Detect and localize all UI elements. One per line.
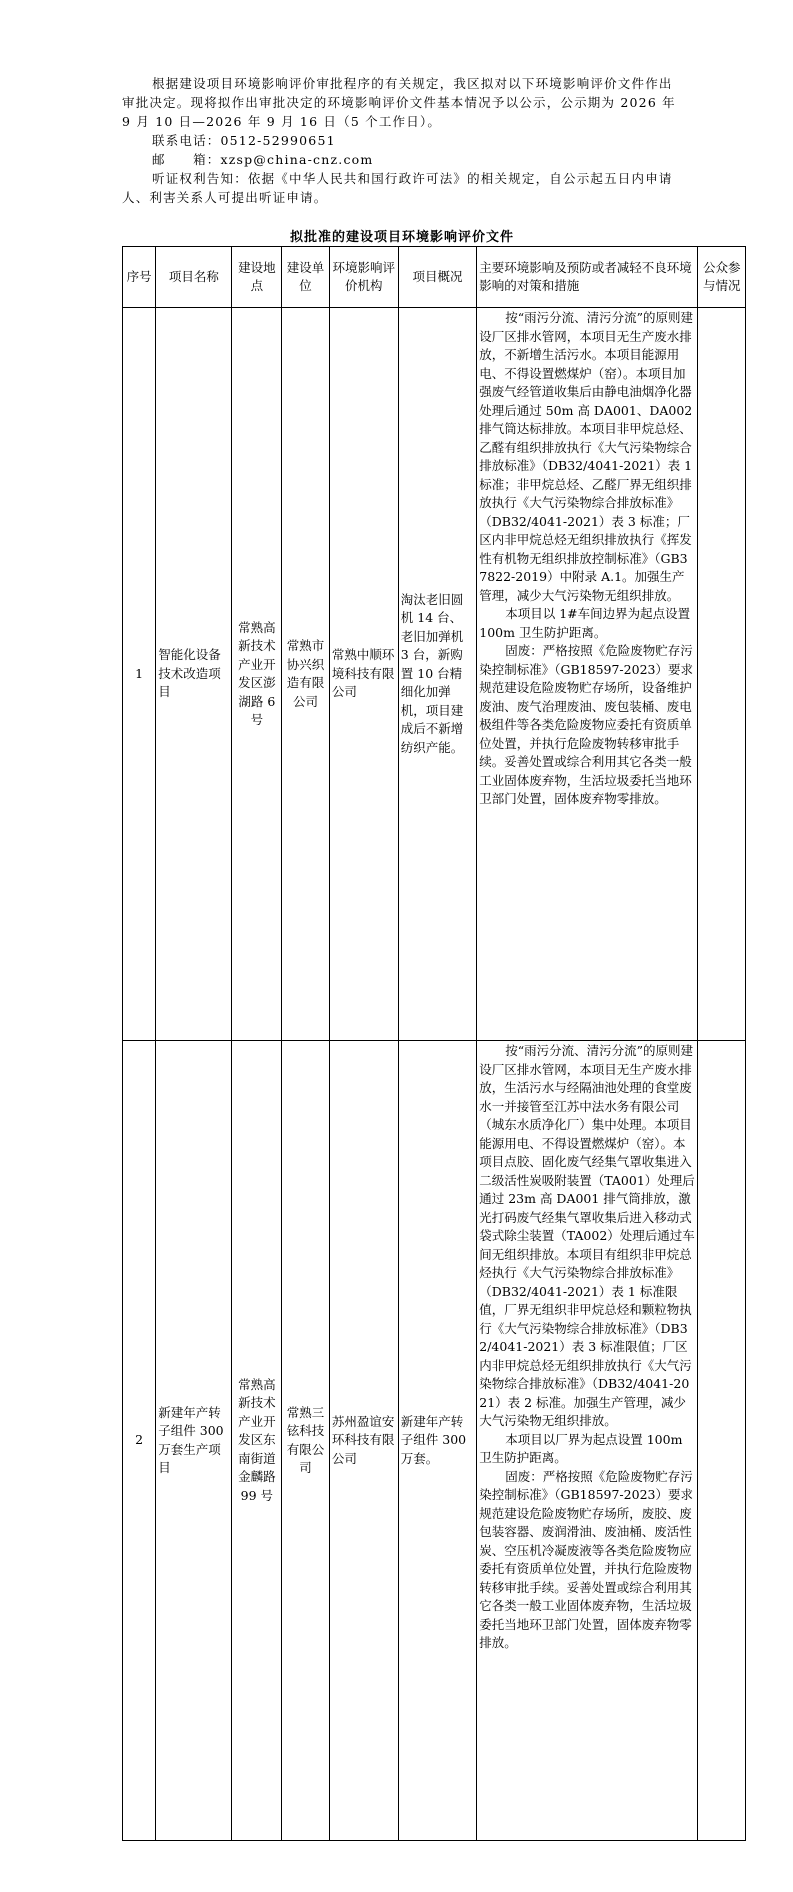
row-project-name: 智能化设备技术改造项目 [156, 308, 232, 1041]
row-agency: 常熟中顺环境科技有限公司 [329, 308, 398, 1041]
header-public: 公众参与情况 [698, 247, 746, 308]
measure-paragraph: 固废：严格按照《危险废物贮存污染控制标准》（GB18597-2023）要求规范建设危险废物贮存场所，设备维护废油、废气治理废油、废包装桶、废电极组件等各类危险废物应委托有资质单位处置，并执行危险废物转移审批手续。妥善处置或综合利用其它各类一般工业固体废弃物，生活垃圾委托当地环卫部门处置，固体废弃物零排放。 [479, 643, 693, 806]
row-no: 1 [123, 308, 156, 1041]
header-no: 序号 [123, 247, 156, 308]
header-project-name: 项目名称 [156, 247, 232, 308]
contact-email: 邮 箱：xzsp@china-cnz.com [152, 152, 374, 167]
intro-paragraph: 根据建设项目环境影响评价审批程序的有关规定，我区拟对以下环境影响评价文件作出审批决定。现将拟作出审批决定的环境影响评价文件基本情况予以公示，公示期为 2026 年 9 月 10 日—2026 年 9 月 16 日（5 个工作日）。 [122, 76, 676, 129]
row-public [698, 308, 746, 1041]
table-title: 拟批准的建设项目环境影响评价文件 [289, 230, 514, 245]
row-overview: 淘汰老旧圆机 14 台、老旧加弹机 3 台，新购置 10 台精细化加弹机，项目建成后不新增纺织产能。 [398, 308, 476, 1041]
table-header-row [123, 247, 746, 308]
row-location: 常熟高新技术产业开发区东南街道金麟路 99 号 [232, 1041, 282, 1841]
measure-paragraph: 按“雨污分流、清污分流”的原则建设厂区排水管网，本项目无生产废水排放，生活污水与经隔油池处理的食堂废水一并接管至江苏中法水务有限公司（城东水质净化厂）集中处理。本项目能源用电、不得设置燃煤炉（窑）。本项目点胶、固化废气经集气罩收集进入二级活性炭吸附装置（TA001）处理后通过 23m 高 DA001 排气筒排放，激光打码废气经集气罩收集后进入移动式袋式除尘装置（TA002）处理后通过车间无组织排放。本项目有组织非甲烷总烃执行《大气污染物综合排放标准》（DB32/4041-2021）表 1 标准限值，厂界无组织非甲烷总烃和颗粒物执行《大气污染物综合排放标准》（DB32/4041-2021）表 3 标准限值；厂区内非甲烷总烃无组织排放执行《大气污染物综合排放标准》（DB32/4041-2021）表 2 标准。加强生产管理，减少大气污染物无组织排放。 [479, 1043, 695, 1428]
row-measures [477, 308, 698, 1041]
row-measures [477, 1041, 698, 1841]
header-agency: 环境影响评价机构 [329, 247, 398, 308]
header-builder: 建设单位 [282, 247, 330, 308]
table-row [123, 308, 746, 1041]
measure-paragraph: 按“雨污分流、清污分流”的原则建设厂区排水管网，本项目无生产废水排放，不新增生活污水。本项目能源用电、不得设置燃煤炉（窑）。本项目加强废气经管道收集后由静电油烟净化器处理后通过 50m 高 DA001、DA002 排气筒达标排放。本项目非甲烷总烃、乙醛有组织排放执行《大气污染物综合排放标准》（DB32/4041-2021）表 1 标准；非甲烷总烃、乙醛厂界无组织排放执行《大气污染物综合排放标准》（DB32/4041-2021）表 3 标准；厂区内非甲烷总烃无组织排放执行《挥发性有机物无组织排放控制标准》（GB37822-2019）中附录 A.1。加强生产管理，减少大气污染物无组织排放。 [479, 310, 694, 603]
row-builder: 常熟市协兴织造有限公司 [282, 308, 330, 1041]
row-agency: 苏州盈谊安环科技有限公司 [329, 1041, 398, 1841]
header-measures: 主要环境影响及预防或者减轻不良环境影响的对策和措施 [477, 247, 698, 308]
header-location: 建设地点 [232, 247, 282, 308]
header-overview: 项目概况 [398, 247, 476, 308]
row-builder: 常熟三铉科技有限公司 [282, 1041, 330, 1841]
measure-paragraph: 固废：严格按照《危险废物贮存污染控制标准》（GB18597-2023）要求规范建设危险废物贮存场所，废胶、废包装容器、废润滑油、废油桶、废活性炭、空压机冷凝废液等各类危险废物应委托有资质单位处置，并执行危险废物转移审批手续。妥善处置或综合利用其它各类一般工业固体废弃物，生活垃圾委托当地环卫部门处置，固体废弃物零排放。 [479, 1468, 693, 1650]
measure-paragraph: 本项目以厂界为起点设置 100m 卫生防护距离。 [479, 1431, 683, 1465]
table-row [123, 1041, 746, 1841]
hearing-notice: 听证权利告知：依据《中华人民共和国行政许可法》的相关规定，自公示起五日内申请人、利害关系人可提出听证申请。 [122, 171, 673, 205]
row-project-name: 新建年产转子组件 300 万套生产项目 [156, 1041, 232, 1841]
measure-paragraph: 本项目以 1#车间边界为起点设置 100m 卫生防护距离。 [479, 606, 691, 640]
row-location: 常熟高新技术产业开发区澎湖路 6 号 [232, 308, 282, 1041]
approval-table [122, 246, 746, 1841]
row-no: 2 [123, 1041, 156, 1841]
contact-phone: 联系电话：0512-52990651 [152, 133, 336, 148]
row-overview: 新建年产转子组件 300 万套。 [398, 1041, 476, 1841]
notice-intro [122, 74, 682, 207]
row-public [698, 1041, 746, 1841]
